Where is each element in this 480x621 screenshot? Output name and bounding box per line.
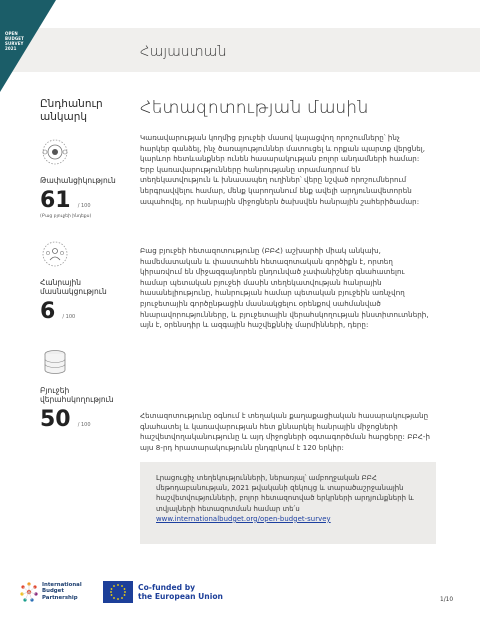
survey-link[interactable]: www.internationalbudget.org/open-budget-survey	[156, 514, 331, 523]
score-max: / 100	[62, 314, 76, 320]
ibp-mark-icon	[18, 580, 40, 604]
ibp-line: Partnership	[42, 594, 78, 601]
ibp-line: International	[42, 582, 82, 588]
eu-flag-icon	[103, 581, 133, 603]
country-title: Հայաստան	[140, 44, 227, 60]
score-max: / 100	[77, 203, 91, 209]
eu-line: Co-funded by	[138, 583, 196, 592]
ibp-name	[42, 582, 82, 601]
more-info-text	[156, 473, 422, 524]
survey-badge-text	[5, 31, 35, 51]
info-text: Լրացուցիչ տեղեկությունների, ներառյալ՝ ամբողջական ԲԲՀ մեթոդաբանության, 2021 թվականի զեկույց և տարածաշրջանային հաշվետվությունների, բոլոր հետազոտված երկրների արդյունքների և տվյալների հետազոտման համար տե՛ս	[156, 474, 414, 513]
badge-line: BUDGET	[5, 36, 24, 41]
header-bar	[0, 28, 480, 72]
coin-stack-icon	[40, 348, 70, 376]
oversight-score-line	[40, 407, 130, 432]
score-max: / 100	[77, 422, 91, 428]
paragraph-intro: Կառավարության կողմից բյուջեի մասով կայացվող որոշումները՝ ինչ հարկեր գանձել, ինչ ծառայություններ մատուցել և որքան պարտք վերցնել, կարևոր հետևանքներ ունեն հասարակության բոլոր անդամների համար: Երբ կառավարությունները հանրությանը տրամադրում են տեղեկատվություն և խնասապեղ ուղիներ՝ վերը նշված որոշումներում ներգրավվելու համար, մենք կարողանում ենք ավելի արդյունավետորեն ապահովել, որ հանրային միջոցներն ծախսվեն հանրային շահերիծամար:	[140, 133, 426, 206]
paragraph-scope: Հետազոտությունը օգնում է տեղական քաղաքացիական հասարակությանը գնահատել և կառավարության հետ քննարկել հանրային միջոցների հաշվետվողականությունը և այդ միջոցների օգտագործման հարցերը: ԲԲՀ-ի այս 8-րդ հրատարակությունն ընդգրկում է 120 երկիր:	[140, 411, 430, 452]
badge-line: 2021	[5, 46, 17, 51]
eu-line: the European Union	[138, 592, 223, 602]
transparency-score-line	[40, 188, 130, 213]
ibp-logo	[18, 580, 90, 606]
oversight-label: Բյուջեի վերահսկողություն	[40, 386, 114, 404]
people-circle-icon	[40, 240, 70, 268]
main-column	[140, 98, 440, 119]
eye-circles-icon	[40, 138, 70, 166]
page-number: 1/10	[440, 597, 454, 603]
participation-score: 6	[40, 299, 56, 324]
badge-line: SURVEY	[5, 41, 24, 46]
transparency-label: Թափանցիկություն	[40, 176, 116, 185]
transparency-note: (Բաց բյուջեի ինդեքս)	[40, 214, 92, 219]
participation-score-line	[40, 299, 130, 324]
sidebar-title: Ընդհանուր անկարկ	[40, 98, 103, 123]
eu-stars-icon	[103, 581, 133, 603]
badge-line: OPEN	[5, 31, 18, 36]
ibp-line: Budget	[42, 588, 64, 595]
more-info-box	[140, 462, 436, 544]
transparency-score: 61	[40, 188, 71, 213]
transparency-metric	[40, 138, 130, 219]
oversight-score: 50	[40, 407, 71, 432]
section-title: Հետազոտության մասին	[140, 98, 369, 118]
paragraph-obs: Բաց բյուջեի հետազոտությունը (ԲԲՀ) աշխարհի միակ անկախ, համեմատական և փաստահեն հետազոտական գործիքն է, որտեղ կիրառվում են միջազգայնորեն ընդունված չափանիշներ գնահատելու համար պետական բյուջեի մասին տեղեկատվության հանրային հասանելիությունը, հանրության համար պետական բյուջեին առնչվող բյուջետային գործընթացին մասնակցելու օրենքով սահմանված հնարավորությունները, և բյուջետային վերահսկողության ինստիտուտների, այն է, օրենսդիր և ազգային հաշվեքննիչ մարմինների, դերը:	[140, 246, 429, 330]
participation-label: Հանրային մասնակցություն	[40, 278, 107, 296]
participation-metric	[40, 240, 130, 324]
eu-cofunded-text	[138, 583, 223, 602]
oversight-metric	[40, 348, 130, 432]
overview-sidebar	[40, 98, 118, 124]
